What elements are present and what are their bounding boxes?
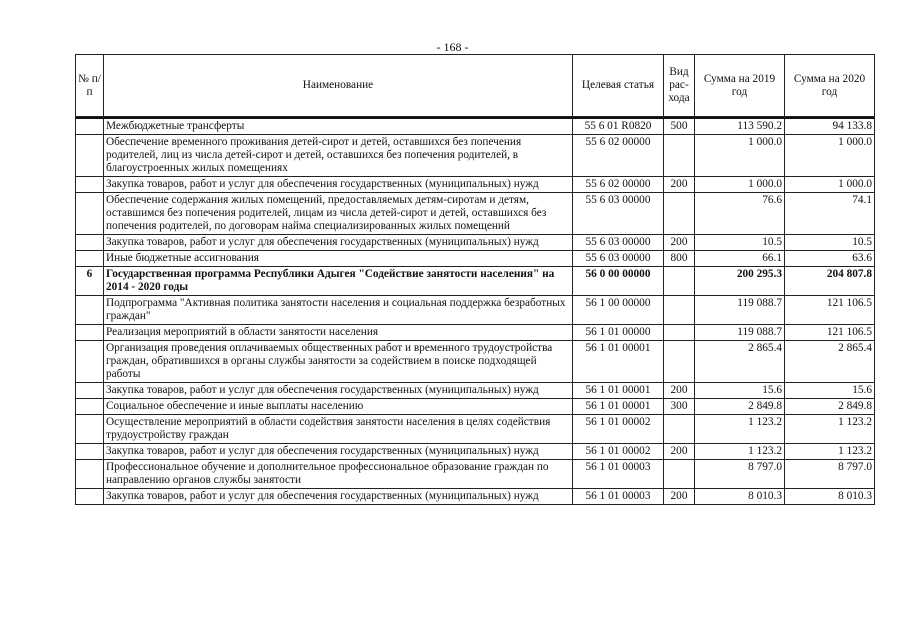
row-sum-2019: 1 000.0: [695, 177, 785, 193]
table-body: [76, 118, 875, 505]
row-target-code: 56 1 00 00000: [573, 296, 664, 325]
row-sum-2019: 8 010.3: [695, 489, 785, 505]
row-sum-2019: 200 295.3: [695, 267, 785, 296]
row-expense-type: [664, 296, 695, 325]
row-target-code: 56 1 01 00003: [573, 460, 664, 489]
row-sum-2019: 1 123.2: [695, 444, 785, 460]
row-sum-2019: 10.5: [695, 235, 785, 251]
row-sum-2019: 2 865.4: [695, 341, 785, 383]
row-expense-type: 200: [664, 177, 695, 193]
row-name: Межбюджетные трансферты: [104, 118, 573, 135]
row-expense-type: 200: [664, 489, 695, 505]
row-number: [76, 489, 104, 505]
row-number: [76, 135, 104, 177]
row-name: Обеспечение содержания жилых помещений, предоставляемых детям-сиротам и детям, оставшимся без попечения родителей, лицам из числа детей-сирот и детей, оставшихся без попечения родителей, по договорам найма специализированных жилых помещений: [104, 193, 573, 235]
row-sum-2019: 1 123.2: [695, 415, 785, 444]
header-sum-2020: Сумма на 2020 год: [785, 55, 875, 117]
row-target-code: 55 6 01 R0820: [573, 118, 664, 135]
row-name: Организация проведения оплачиваемых общественных работ и временного трудоустройства граждан, обратившихся в органы службы занятости за содействием в поиске подходящей работы: [104, 341, 573, 383]
row-number: [76, 460, 104, 489]
row-expense-type: [664, 325, 695, 341]
row-sum-2019: 2 849.8: [695, 399, 785, 415]
row-sum-2020: 1 000.0: [785, 177, 875, 193]
table-row: [76, 267, 875, 296]
row-target-code: 55 6 03 00000: [573, 193, 664, 235]
row-name: Реализация мероприятий в области занятости населения: [104, 325, 573, 341]
row-sum-2020: 10.5: [785, 235, 875, 251]
row-number: [76, 296, 104, 325]
row-expense-type: 200: [664, 383, 695, 399]
row-sum-2020: 1 000.0: [785, 135, 875, 177]
row-target-code: 56 1 01 00001: [573, 399, 664, 415]
row-name: Государственная программа Республики Адыгея "Содействие занятости населения" на 2014 - 2020 годы: [104, 267, 573, 296]
row-name: Осуществление мероприятий в области содействия занятости населения в целях содействия трудоустройству граждан: [104, 415, 573, 444]
row-number: [76, 399, 104, 415]
row-target-code: 56 1 01 00001: [573, 383, 664, 399]
row-target-code: 56 1 01 00001: [573, 341, 664, 383]
row-number: [76, 341, 104, 383]
row-name: Профессиональное обучение и дополнительное профессиональное образование граждан по направлению органов службы занятости: [104, 460, 573, 489]
row-number: [76, 177, 104, 193]
table-row: [76, 296, 875, 325]
row-number: [76, 193, 104, 235]
row-number: [76, 444, 104, 460]
row-sum-2020: 63.6: [785, 251, 875, 267]
row-sum-2020: 121 106.5: [785, 325, 875, 341]
row-name: Закупка товаров, работ и услуг для обеспечения государственных (муниципальных) нужд: [104, 383, 573, 399]
row-expense-type: 800: [664, 251, 695, 267]
row-sum-2019: 113 590.2: [695, 118, 785, 135]
row-expense-type: 500: [664, 118, 695, 135]
row-name: Закупка товаров, работ и услуг для обеспечения государственных (муниципальных) нужд: [104, 177, 573, 193]
header-name: Наименование: [104, 55, 573, 117]
row-number: [76, 118, 104, 135]
row-target-code: 55 6 03 00000: [573, 235, 664, 251]
row-number: [76, 325, 104, 341]
row-sum-2019: 8 797.0: [695, 460, 785, 489]
row-target-code: 55 6 03 00000: [573, 251, 664, 267]
row-expense-type: 200: [664, 235, 695, 251]
row-sum-2020: 8 797.0: [785, 460, 875, 489]
header-code: Целевая статья: [573, 55, 664, 117]
table-row: [76, 460, 875, 489]
row-number: [76, 235, 104, 251]
row-expense-type: [664, 415, 695, 444]
row-number: [76, 251, 104, 267]
row-number: [76, 415, 104, 444]
table-row: [76, 177, 875, 193]
row-target-code: 56 1 01 00000: [573, 325, 664, 341]
header-sum-2019: Сумма на 2019 год: [695, 55, 785, 117]
row-target-code: 55 6 02 00000: [573, 177, 664, 193]
row-name: Подпрограмма "Активная политика занятости населения и социальная поддержка безработных граждан": [104, 296, 573, 325]
row-expense-type: [664, 341, 695, 383]
row-sum-2020: 121 106.5: [785, 296, 875, 325]
table-row: [76, 118, 875, 135]
row-name: Закупка товаров, работ и услуг для обеспечения государственных (муниципальных) нужд: [104, 235, 573, 251]
row-target-code: 56 1 01 00003: [573, 489, 664, 505]
header-vid: Вид рас-хода: [664, 55, 695, 117]
row-sum-2020: 8 010.3: [785, 489, 875, 505]
row-sum-2019: 76.6: [695, 193, 785, 235]
row-sum-2020: 1 123.2: [785, 444, 875, 460]
row-sum-2020: 2 865.4: [785, 341, 875, 383]
row-name: Закупка товаров, работ и услуг для обеспечения государственных (муниципальных) нужд: [104, 489, 573, 505]
table-row: [76, 341, 875, 383]
row-sum-2019: 119 088.7: [695, 325, 785, 341]
table-row: [76, 444, 875, 460]
row-sum-2019: 1 000.0: [695, 135, 785, 177]
header-num: № п/п: [76, 55, 104, 117]
row-sum-2019: 119 088.7: [695, 296, 785, 325]
table-row: [76, 383, 875, 399]
row-target-code: 56 1 01 00002: [573, 444, 664, 460]
row-sum-2020: 2 849.8: [785, 399, 875, 415]
row-expense-type: [664, 267, 695, 296]
row-sum-2020: 15.6: [785, 383, 875, 399]
row-target-code: 55 6 02 00000: [573, 135, 664, 177]
table-row: [76, 399, 875, 415]
row-number: [76, 383, 104, 399]
table-row: [76, 251, 875, 267]
row-sum-2020: 94 133.8: [785, 118, 875, 135]
table-row: [76, 325, 875, 341]
row-name: Закупка товаров, работ и услуг для обеспечения государственных (муниципальных) нужд: [104, 444, 573, 460]
table-row: [76, 135, 875, 177]
row-expense-type: 200: [664, 444, 695, 460]
row-name: Обеспечение временного проживания детей-сирот и детей, оставшихся без попечения родителей, лиц из числа детей-сирот и детей, оставшихся без попечения родителей, в благоустроенных жилых помещениях: [104, 135, 573, 177]
table-row: [76, 415, 875, 444]
budget-table: [75, 54, 875, 505]
row-expense-type: [664, 460, 695, 489]
row-sum-2020: 204 807.8: [785, 267, 875, 296]
row-name: Социальное обеспечение и иные выплаты населению: [104, 399, 573, 415]
row-name: Иные бюджетные ассигнования: [104, 251, 573, 267]
row-sum-2020: 1 123.2: [785, 415, 875, 444]
row-sum-2019: 15.6: [695, 383, 785, 399]
table-row: [76, 193, 875, 235]
row-sum-2019: 66.1: [695, 251, 785, 267]
row-number: 6: [76, 267, 104, 296]
row-expense-type: [664, 135, 695, 177]
header-row: [76, 55, 875, 117]
row-target-code: 56 0 00 00000: [573, 267, 664, 296]
table-row: [76, 235, 875, 251]
row-expense-type: 300: [664, 399, 695, 415]
table-row: [76, 489, 875, 505]
row-target-code: 56 1 01 00002: [573, 415, 664, 444]
row-expense-type: [664, 193, 695, 235]
row-sum-2020: 74.1: [785, 193, 875, 235]
page-number: - 168 -: [436, 40, 469, 54]
